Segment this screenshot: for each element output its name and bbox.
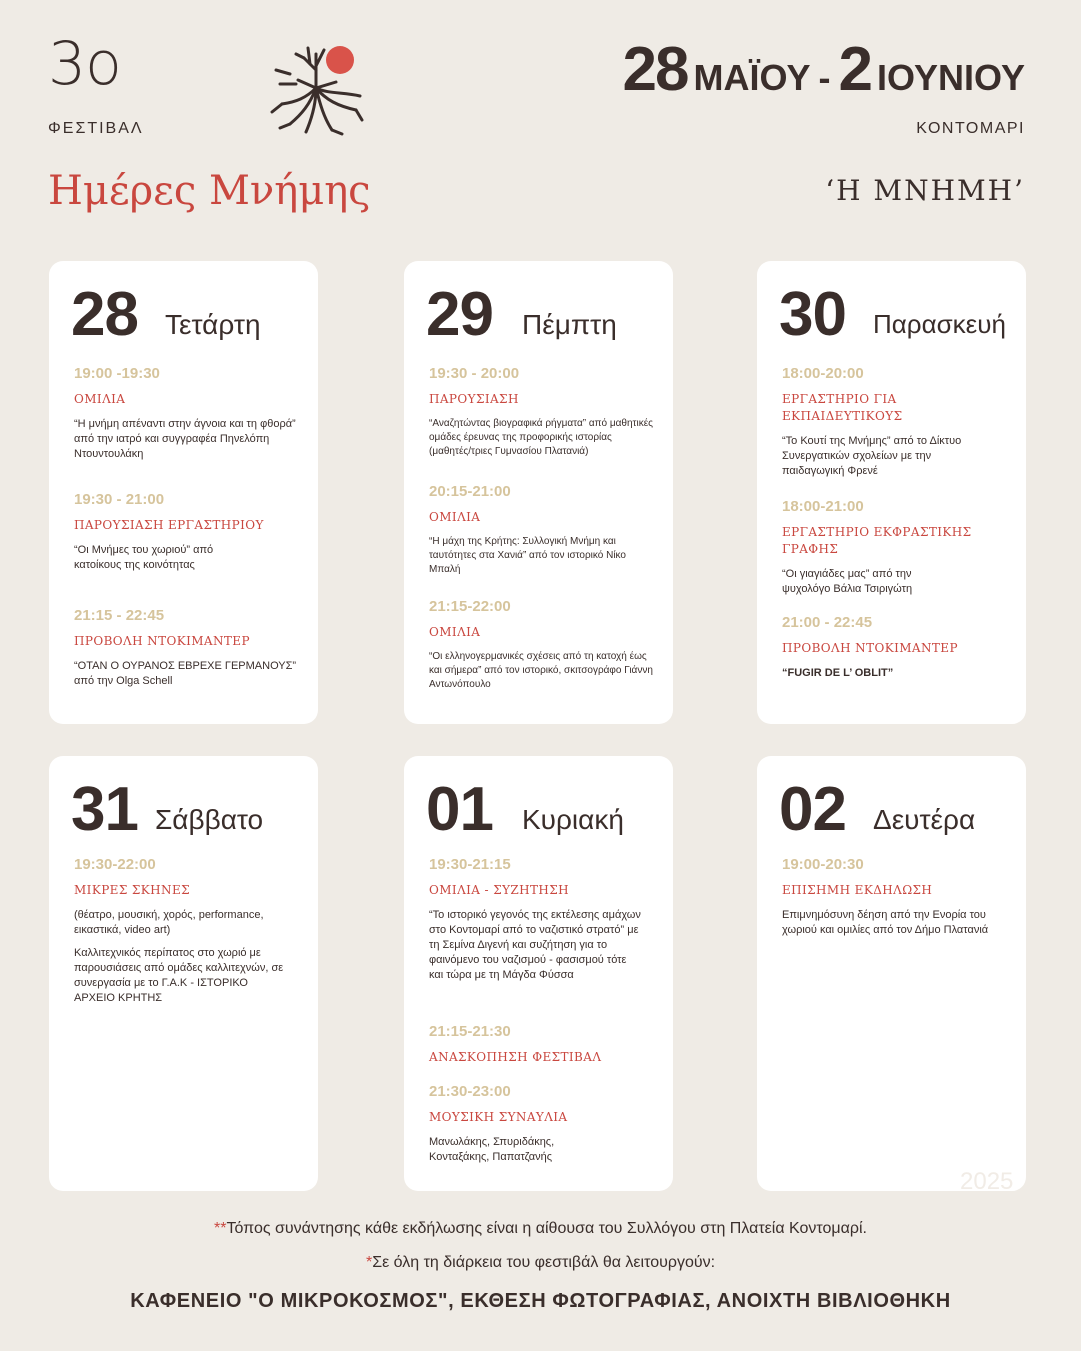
- event: [429, 1083, 654, 1165]
- day-name: Παρασκευή: [873, 309, 1006, 339]
- note-marker: *: [365, 1254, 373, 1271]
- event-type: ΠΡΟΒΟΛΗ ΝΤΟΚΙΜΑΝΤΕΡ: [782, 641, 958, 655]
- event-description: “Αναζητώντας βιογραφικά ρήγματα” από μαθητικές ομάδες έρευνας της προφορικής ιστορίας (μαθητές/τριες Γυμνασίου Πλατανιά): [429, 418, 653, 457]
- event: [782, 856, 1007, 938]
- date-end-day: 2: [838, 35, 871, 104]
- event: [429, 856, 654, 983]
- date-separator: -: [818, 57, 831, 98]
- event-time: 18:00-20:00: [782, 365, 864, 382]
- day-card: [49, 261, 318, 724]
- day-number: 31: [71, 775, 138, 844]
- event-type: ΑΝΑΣΚΟΠΗΣΗ ΦΕΣΤΙΒΑΛ: [429, 1050, 602, 1064]
- note-text: Σε όλη τη διάρκεια του φεστιβάλ θα λειτουργούν:: [372, 1254, 716, 1271]
- day-name: Σάββατο: [155, 804, 264, 835]
- event: [782, 498, 1007, 597]
- event-description: (θέατρο, μουσική, χορός, performance, εικαστικά, video art): [74, 909, 264, 936]
- event-description: “Το ιστορικό γεγονός της εκτέλεσης αμάχων στο Κοντομαρί από το ναζιστικό στρατό” με τη Σεμίνα Διγενή και συζήτηση για το φαινόμενο του ναζισμού - φασισμού τότε και τώρα με τη Μάγδα Φύσσα: [429, 909, 641, 981]
- day-number: 29: [426, 280, 493, 349]
- note-text: Τόπος συνάντησης κάθε εκδήλωσης είναι η αίθουσα του Συλλόγου στη Πλατεία Κοντομαρί.: [226, 1220, 867, 1237]
- event-description: “Η μάχη της Κρήτης: Συλλογική Μνήμη και ταυτότητες στα Χανιά” από τον ιστορικό Νίκο Μπαλή: [429, 536, 626, 575]
- date-start-month: ΜΑΪΟΥ: [693, 57, 811, 98]
- day-name: Κυριακή: [522, 804, 624, 835]
- day-card: [404, 261, 673, 724]
- event-time: 19:30-21:15: [429, 856, 511, 873]
- event-type: ΠΡΟΒΟΛΗ ΝΤΟΚΙΜΑΝΤΕΡ: [74, 634, 250, 648]
- event-time: 19:00 -19:30: [74, 365, 160, 382]
- day-card: [757, 261, 1026, 724]
- ongoing-activities: ΚΑΦΕΝΕΙΟ "Ο ΜΙΚΡΟΚΟΣΜΟΣ", ΕΚΘΕΣΗ ΦΩΤΟΓΡΑΦΙΑΣ, ΑΝΟΙΧΤΗ ΒΙΒΛΙΟΘΗΚΗ: [130, 1290, 951, 1312]
- event: [782, 614, 1007, 681]
- event-time: 19:30 - 21:00: [74, 491, 165, 508]
- event-type: ΕΡΓΑΣΤΗΡΙΟ ΕΚΦΡΑΣΤΙΚΗΣ ΓΡΑΦΗΣ: [782, 525, 972, 556]
- event: [429, 365, 654, 459]
- event-time: 19:30-22:00: [74, 856, 156, 873]
- event: [429, 483, 654, 577]
- event-description: “Το Κουτί της Μνήμης” από το Δίκτυο Συνεργατικών σχολείων με την παιδαγωγική Φρενέ: [782, 435, 962, 477]
- event-description: Επιμνημόσυνη δέηση από την Ενορία του χωριού και ομιλίες από τον Δήμο Πλατανιά: [782, 909, 989, 936]
- event: [74, 856, 299, 1006]
- festival-title: Ημέρες Μνήμης: [48, 168, 371, 214]
- day-card: [49, 756, 318, 1191]
- event: [74, 365, 299, 462]
- event-time: 21:15-21:30: [429, 1023, 511, 1040]
- day-number: 28: [71, 280, 138, 349]
- meeting-place-note: [0, 1220, 1081, 1238]
- day-number: 02: [779, 775, 846, 844]
- event-description-extra: Καλλιτεχνικός περίπατος στο χωριό με παρουσιάσεις από ομάδες καλλιτεχνών, σε συνεργασία με το Γ.Α.Κ - ΙΣΤΟΡΙΚΟ ΑΡΧΕΙΟ ΚΡΗΤΗΣ: [74, 947, 284, 1004]
- event-time: 21:00 - 22:45: [782, 614, 873, 631]
- day-name: Δευτέρα: [873, 804, 976, 835]
- event-type: ΟΜΙΛΙΑ - ΣΥΖΗΤΗΣΗ: [429, 883, 570, 897]
- event-time: 21:15-22:00: [429, 598, 511, 615]
- event-description: “Οι ελληνογερμανικές σχέσεις από τη κατοχή έως και σήμερα” από τον ιστορικό, σκιτσογράφο Γιάννη Αντωνόπουλο: [429, 651, 653, 690]
- day-number: 30: [779, 280, 846, 349]
- event: [429, 598, 654, 692]
- event: [429, 1023, 654, 1066]
- event-time: 19:30 - 20:00: [429, 365, 520, 382]
- event-time: 19:00-20:30: [782, 856, 864, 873]
- festival-place: ΚΟΝΤΟΜΑΡΙ: [916, 120, 1025, 137]
- event-type: ΜΙΚΡΕΣ ΣΚΗΝΕΣ: [74, 883, 190, 897]
- event: [74, 491, 299, 573]
- event-time: 20:15-21:00: [429, 483, 511, 500]
- event-type: ΟΜΙΛΙΑ: [429, 510, 481, 524]
- day-number: 01: [426, 775, 493, 844]
- event-time: 21:15 - 22:45: [74, 607, 165, 624]
- event-time: 18:00-21:00: [782, 498, 864, 515]
- event-description: “Οι γιαγιάδες μας” από την ψυχολόγο Βάλια Τσιριγώτη: [782, 568, 913, 595]
- event-description: “Οι Μνήμες του χωριού” από κατοίκους της κοινότητας: [74, 544, 214, 571]
- event-type: ΟΜΙΛΙΑ: [74, 392, 126, 406]
- event-time: 21:30-23:00: [429, 1083, 511, 1100]
- sun-icon: [326, 46, 354, 74]
- festival-dates: [623, 34, 1025, 105]
- event-description: “Η μνήμη απέναντι στην άγνοια και τη φθορά” από την ιατρό και συγγραφέα Πηνελόπη Ντουντουλάκη: [74, 418, 296, 460]
- event-type: ΠΑΡΟΥΣΙΑΣΗ ΕΡΓΑΣΤΗΡΙΟΥ: [74, 518, 264, 532]
- event-description: “FUGIR DE L’ OBLIT”: [782, 667, 894, 679]
- festival-edition: 3ο: [48, 29, 121, 99]
- day-name: Πέμπτη: [522, 309, 617, 340]
- event-type: ΕΡΓΑΣΤΗΡΙΟ ΓΙΑ ΕΚΠΑΙΔΕΥΤΙΚΟΥΣ: [782, 392, 903, 423]
- day-name: Τετάρτη: [165, 309, 261, 340]
- festival-label: ΦΕΣΤΙΒΑΛ: [48, 120, 144, 137]
- event-description: Μανωλάκης, Σπυριδάκης, Κονταξάκης, Παπατζανής: [429, 1136, 555, 1163]
- event: [74, 607, 299, 689]
- day-card: [404, 756, 673, 1191]
- event-type: ΕΠΙΣΗΜΗ ΕΚΔΗΛΩΣΗ: [782, 883, 933, 897]
- day-card: [757, 756, 1026, 1191]
- festival-duration-note: [0, 1254, 1081, 1272]
- event-type: ΠΑΡΟΥΣΙΑΣΗ: [429, 392, 519, 406]
- year-watermark: 2025: [960, 1168, 1014, 1195]
- tree-roots-logo-icon: [266, 40, 366, 136]
- date-start-day: 28: [622, 35, 688, 104]
- event-type: ΜΟΥΣΙΚΗ ΣΥΝΑΥΛΙΑ: [429, 1110, 568, 1124]
- event-description: “ΟΤΑΝ Ο ΟΥΡΑΝΟΣ ΕΒΡΕΧΕ ΓΕΡΜΑΝΟΥΣ” από την Olga Schell: [74, 660, 297, 687]
- event-type: ΟΜΙΛΙΑ: [429, 625, 481, 639]
- event: [782, 365, 1007, 479]
- festival-theme: ‘Η ΜΝΗΜΗ’: [825, 174, 1025, 207]
- date-end-month: ΙΟΥΝΙΟΥ: [876, 57, 1025, 98]
- note-marker: **: [213, 1220, 227, 1237]
